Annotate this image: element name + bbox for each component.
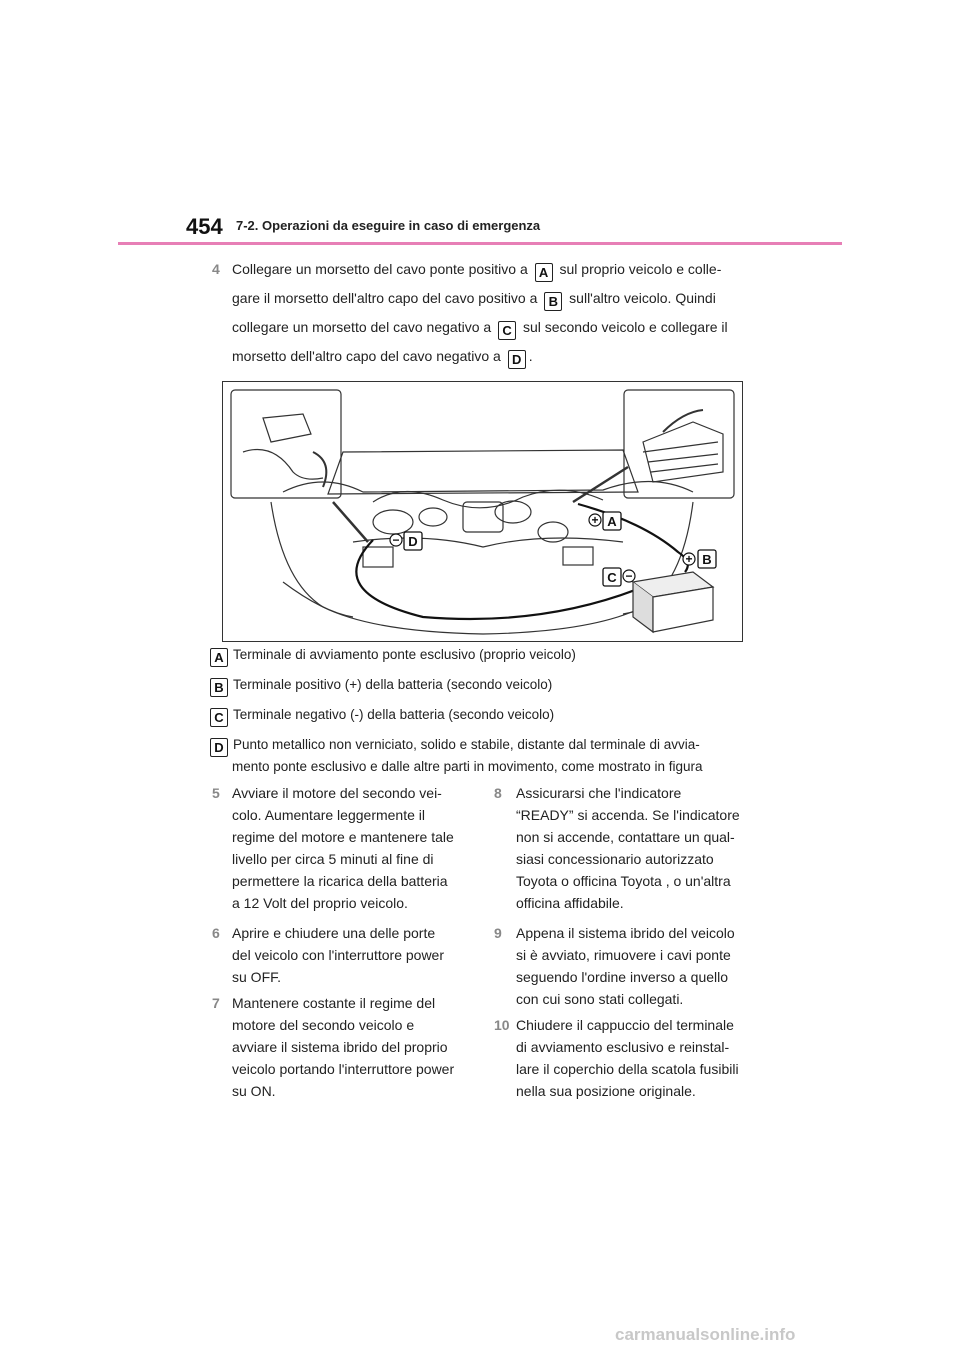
header-divider bbox=[118, 242, 842, 245]
svg-text:−: − bbox=[392, 533, 400, 547]
step4-line2: gare il morsetto dell'altro capo del cavo positivo a B sull'altro veicolo. Quindi bbox=[232, 290, 716, 309]
legend-item-a: A Terminale di avviamento ponte esclusivo (proprio veicolo) bbox=[210, 647, 576, 667]
watermark: carmanualsonline.info bbox=[615, 1325, 796, 1344]
steps-left-column: 5 Avviare il motore del secondo vei- colo. Aumentare leggermente il regime del motore e mantenere tale livello per circa 5 minuti al fine di permettere la ricarica della batteria a 12 Volt del proprio veicolo. 6 Aprire e chiudere una delle porte del veicolo con l'interruttore power su OFF. 7 Mantenere costante il regime del motore del secondo veicolo e avviare il sistema ibrido del proprio veicolo portando l'interruttore power su ON. bbox=[212, 785, 455, 1099]
step4-line4: morsetto dell'altro capo del cavo negativo a D . bbox=[232, 348, 533, 367]
fig-label-c: C bbox=[607, 570, 617, 585]
step4-line3: collegare un morsetto del cavo negativo a C sul secondo veicolo e collegare il bbox=[232, 319, 728, 338]
label-a-box: A bbox=[535, 263, 553, 282]
svg-text:+: + bbox=[591, 513, 599, 527]
svg-text:−: − bbox=[625, 569, 633, 583]
fig-label-a: A bbox=[607, 514, 617, 529]
legend-item-b: B Terminale positivo (+) della batteria (secondo veicolo) bbox=[210, 677, 552, 697]
step4-text bbox=[232, 257, 752, 369]
jump-start-illustration bbox=[222, 381, 743, 642]
label-b-box: B bbox=[544, 292, 562, 311]
label-c-box: C bbox=[498, 321, 516, 340]
fig-label-b: B bbox=[702, 552, 712, 567]
step4-line1: Collegare un morsetto del cavo ponte positivo a A sul proprio veicolo e colle- bbox=[232, 261, 722, 280]
section-title: 7-2. Operazioni da eseguire in caso di emergenza bbox=[236, 218, 541, 233]
step4-number: 4 bbox=[212, 261, 220, 277]
label-d-box: D bbox=[508, 350, 526, 369]
engine-cover-outline bbox=[328, 450, 638, 494]
fig-label-d: D bbox=[408, 534, 418, 549]
svg-text:+: + bbox=[685, 552, 693, 566]
legend-item-d: D Punto metallico non verniciato, solido e stabile, distante dal terminale di avvia- bbox=[210, 737, 700, 757]
engine-bay-drawing bbox=[223, 382, 742, 641]
page-number: 454 bbox=[186, 214, 223, 239]
steps-right-column: 8 Assicurarsi che l'indicatore “READY” si accenda. Se l'indicatore non si accende, contattare un qual- siasi concessionario autorizzato Toyota o officina Toyota , o un'altra officina affidabile. 9 Appena il sistema ibrido del veicolo si è avviato, rimuovere i cavi ponte seguendo l'ordine inverso a quello con cui sono stati collegati. 10 Chiudere il cappuccio del terminale di avviamento esclusivo e reinstal- lare il coperchio della scatola fusibili nella sua posizione originale. bbox=[494, 785, 740, 1099]
legend-item-c: C Terminale negativo (-) della batteria (secondo veicolo) bbox=[210, 707, 554, 727]
legend-item-d-continued: mento ponte esclusivo e dalle altre parti in movimento, come mostrato in figura bbox=[232, 759, 703, 774]
